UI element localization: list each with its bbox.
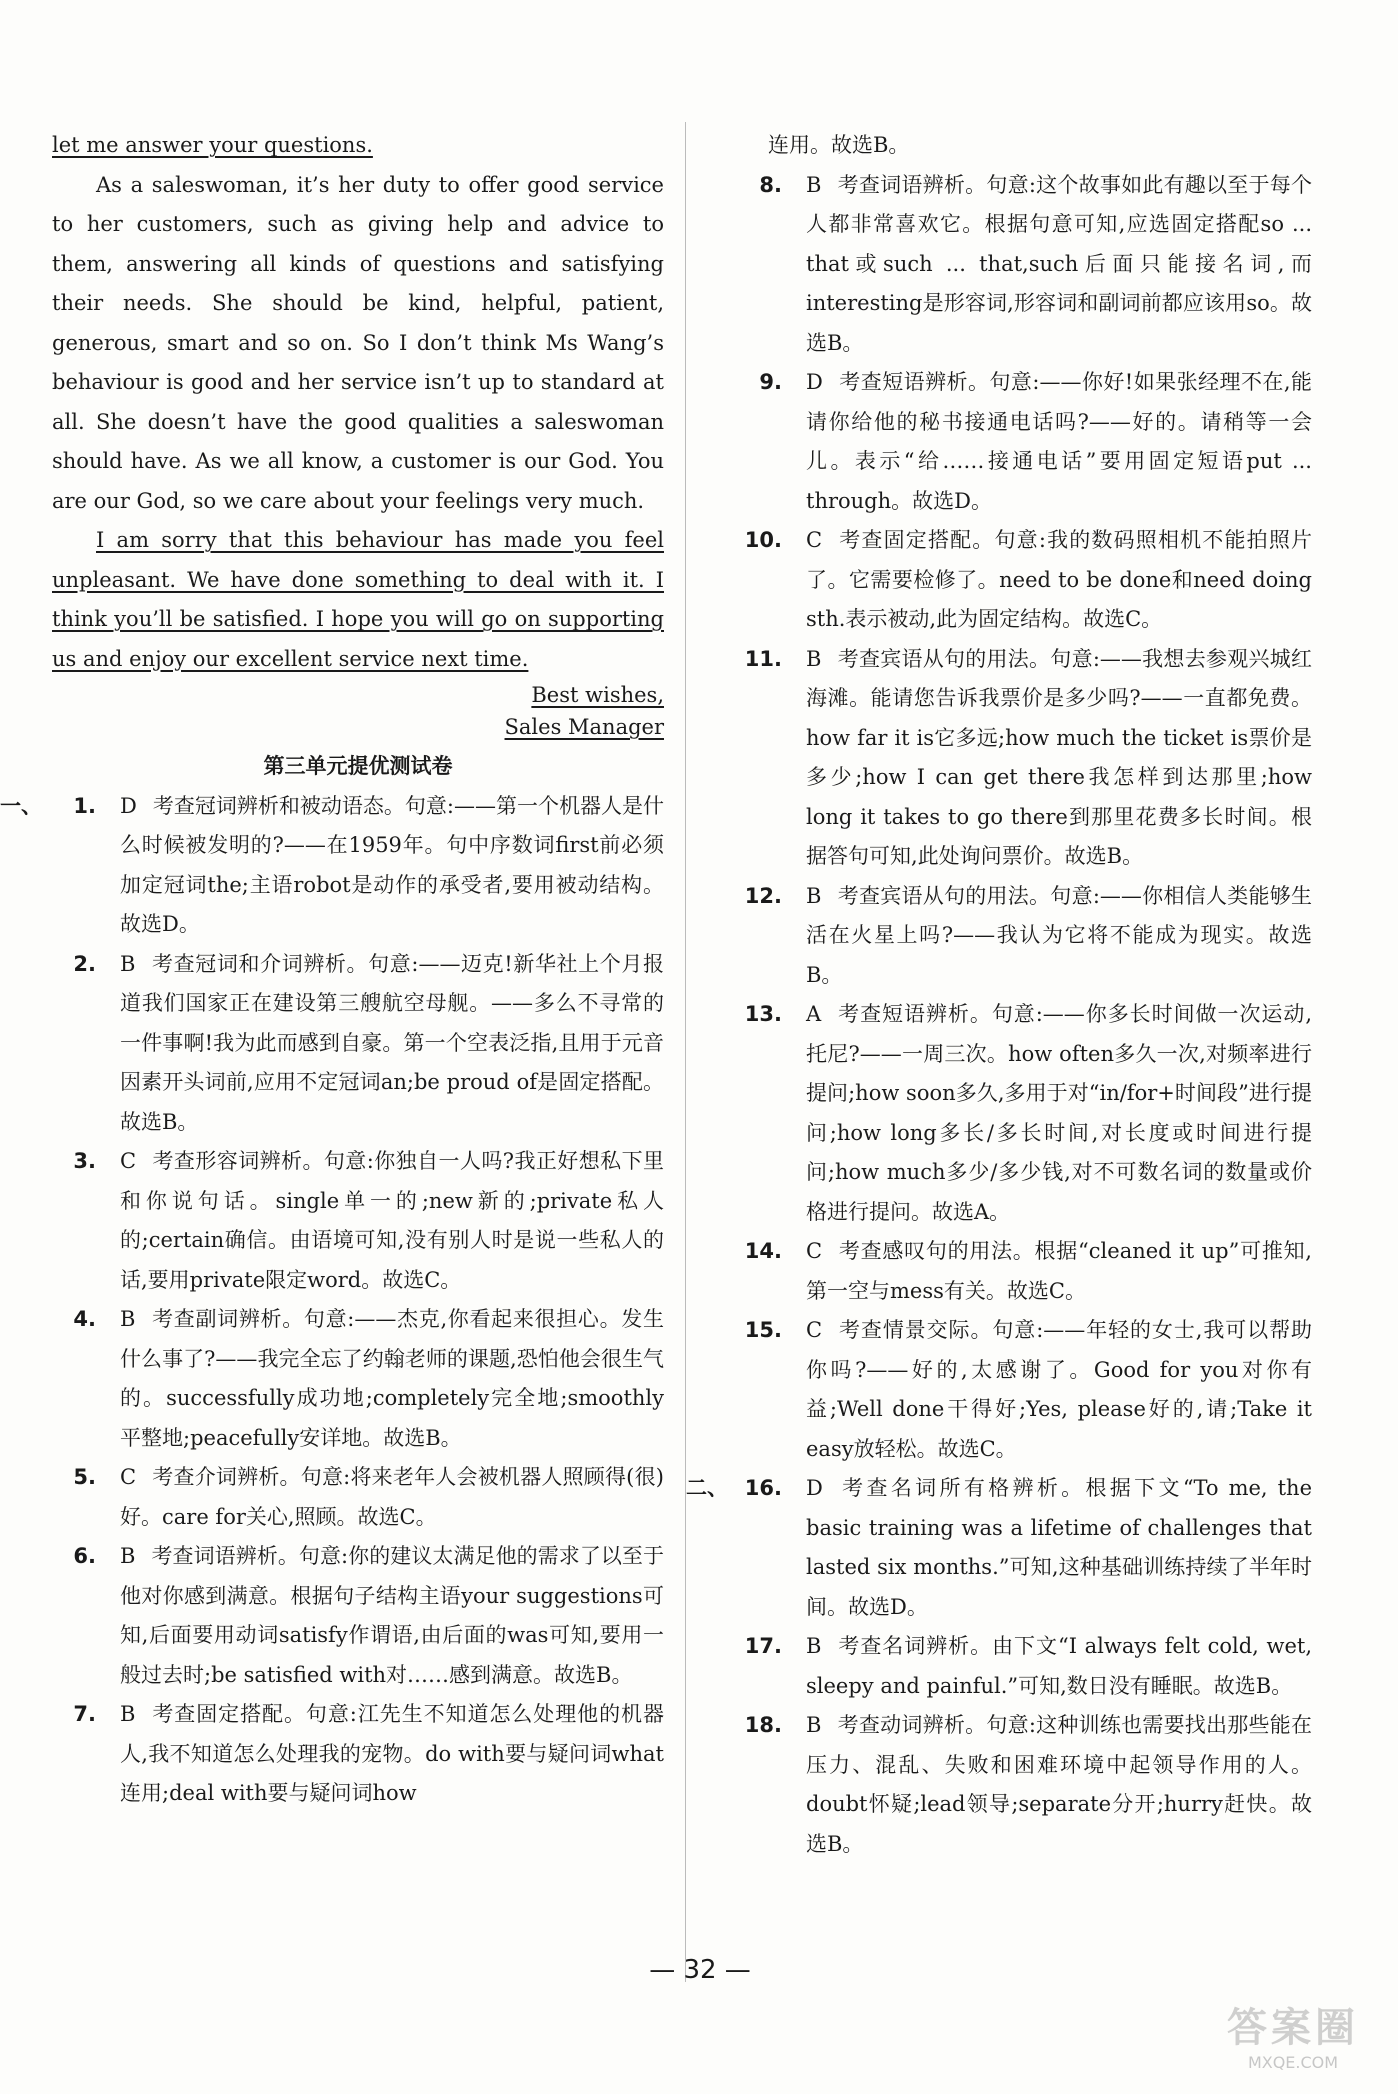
answer-list-right [686,166,1312,1865]
item-number: 7. [73,1702,96,1726]
letter-para1: As a saleswoman, it’s her duty to offer good service to her customers, such as giving help and advice to them, answering all kinds of questions and satisfying their needs. She should be kind, helpful, patient, generous, smart and so on. So I don’t think Ms Wang’s behaviour is good and her service isn’t up to standard at all. She doesn’t have the good qualities a saleswoman should have. As we all know, a customer is our God. You are our God, so we care about your feelings very much. [52,172,664,513]
answer-item [52,945,664,1143]
item-number: 8. [759,172,782,197]
item-answer: B [806,1713,822,1737]
right-column [686,126,1312,1864]
item-number: 12. [744,883,782,908]
answer-item [686,1469,1312,1627]
item-number: 1. [73,793,96,818]
section-marker: 一、 [0,793,42,818]
column-divider [685,122,686,1982]
answer-item [52,1458,664,1537]
item-explanation: 考查感叹句的用法。根据“cleaned it up”可推知,第一空与mess有关。故选C。 [806,1239,1312,1303]
item-number: 10. [744,528,782,552]
item-explanation: 考查词语辨析。句意:这个故事如此有趣以至于每个人都非常喜欢它。根据句意可知,应选固定搭配so ... that或such ... that,such后面只能接名词,而interesting是形容词,形容词和副词前都应该用so。故选B。 [806,172,1312,355]
item-number: 11. [744,646,782,671]
item-answer: B [120,1702,136,1726]
item-number: 15. [744,1318,782,1342]
item-number: 2. [73,951,96,976]
item-answer: D [806,1476,823,1500]
item-explanation: 考查词语辨析。句意:你的建议太满足他的需求了以至于他对你感到满意。根据句子结构主语your suggestions可知,后面要用动词satisfy作谓语,由后面的was可知,要用一般过去时;be satisfied with对……感到满意。故选B。 [120,1544,664,1687]
item-answer: D [120,793,137,818]
item-number: 13. [744,1002,782,1026]
item-answer: A [806,1002,822,1026]
item-answer: C [806,528,823,552]
answer-item [0,787,664,945]
answer-item [738,363,1312,521]
item-answer: C [806,1239,823,1263]
letter-closing: Best wishes, [531,683,664,707]
item-answer: D [806,370,823,394]
item-explanation: 考查固定搭配。句意:我的数码照相机不能拍照片了。它需要检修了。need to be done和need doing sth.表示被动,此为固定结构。故选C。 [806,528,1312,631]
answer-item [738,166,1312,364]
item-answer: C [120,1465,137,1489]
answer-item [738,995,1312,1232]
item-number: 9. [759,370,782,394]
left-column [0,126,664,1814]
watermark-url: MXQE.COM [1247,2053,1339,2072]
item-explanation: 考查情景交际。句意:——年轻的女士,我可以帮助你吗?——好的,太感谢了。Good for you对你有益;Well done干得好;Yes, please好的,请;Take it easy放轻松。故选C。 [806,1318,1312,1461]
item-number: 6. [73,1544,96,1568]
continuation-text: 连用。故选B。 [768,133,910,157]
letter-signature: Sales Manager [504,715,664,739]
item-explanation: 考查宾语从句的用法。句意:——你相信人类能够生活在火星上吗?——我认为它将不能成为现实。故选B。 [806,883,1312,987]
test-title: 第三单元提优测试卷 [263,754,453,778]
item-answer: B [806,1634,822,1658]
item-answer: C [120,1149,137,1173]
item-explanation: 考查形容词辨析。句意:你独自一人吗?我正好想私下里和你说句话。single单一的;new新的;private私人的;certain确信。由语境可知,没有别人时是说一些私人的话,要用private限定word。故选C。 [120,1149,664,1292]
letter-para2: I am sorry that this behaviour has made you feel unpleasant. We have done something to deal with it. I think you’ll be satisfied. I hope you will go on supporting us and enjoy our excellent service next time. [52,528,664,671]
item-explanation: 考查冠词辨析和被动语态。句意:——第一个机器人是什么时候被发明的?——在1959年。句中序数词first前必须加定冠词the;主语robot是动作的承受者,要用被动结构。故选D。 [120,793,664,936]
answer-item [738,1627,1312,1706]
item-answer: B [806,883,822,908]
item-answer: B [120,1307,136,1331]
item-number: 17. [744,1634,782,1658]
answer-item [738,1706,1312,1864]
answer-item [738,877,1312,996]
answer-item [52,1300,664,1458]
section-marker: 二、 [686,1476,728,1500]
item-number: 18. [744,1713,782,1737]
item-explanation: 考查宾语从句的用法。句意:——我想去参观兴城红海滩。能请您告诉我票价是多少吗?——一直都免费。how far it is它多远;how much the ticket is票价是多少;how I can get there我怎样到达那里;how long it takes to go there到那里花费多长时间。根据答句可知,此处询问票价。故选B。 [806,646,1312,868]
item-number: 4. [73,1307,96,1331]
item-number: 5. [73,1465,96,1489]
item-answer: B [806,172,822,197]
page-number: — 32 — [649,1955,751,1985]
answer-item [52,1537,664,1695]
answer-list-left [0,787,664,1814]
item-explanation: 考查短语辨析。句意:——你多长时间做一次运动,托尼?——一周三次。how often多久一次,对频率进行提问;how soon多久,多用于对“in/for+时间段”进行提问;how long多长/多长时间,对长度或时间进行提问;how much多少/多少钱,对不可数名词的数量或价格进行提问。故选A。 [806,1002,1312,1224]
item-number: 3. [73,1149,96,1173]
item-answer: B [120,951,136,976]
item-answer: B [806,646,822,671]
answer-item [52,1695,664,1814]
item-explanation: 考查名词所有格辨析。根据下文“To me, the basic training was a lifetime of challenges that lasted six months.”可知,这种基础训练持续了半年时间。故选D。 [806,1476,1312,1619]
item-explanation: 考查固定搭配。句意:江先生不知道怎么处理他的机器人,我不知道怎么处理我的宠物。do with要与疑问词what连用;deal with要与疑问词how [120,1702,664,1805]
answer-item [52,1142,664,1300]
item-number: 16. [744,1476,782,1500]
watermark-text: 答案圈 [1227,2005,1359,2051]
item-explanation: 考查介词辨析。句意:将来老年人会被机器人照顾得(很)好。care for关心,照顾。故选C。 [120,1465,664,1529]
answer-item [738,1232,1312,1311]
item-answer: B [120,1544,136,1568]
item-number: 14. [744,1239,782,1263]
item-explanation: 考查名词辨析。由下文“I always felt cold, wet, sleepy and painful.”可知,数日没有睡眠。故选B。 [806,1634,1312,1698]
item-answer: C [806,1318,823,1342]
item-explanation: 考查冠词和介词辨析。句意:——迈克!新华社上个月报道我们国家正在建设第三艘航空母舰。——多么不寻常的一件事啊!我为此而感到自豪。第一个空表泛指,且用于元音因素开头词前,应用不定冠词an;be proud of是固定搭配。故选B。 [120,951,664,1134]
item-explanation: 考查动词辨析。句意:这种训练也需要找出那些能在压力、混乱、失败和困难环境中起领导作用的人。doubt怀疑;lead领导;separate分开;hurry赶快。故选B。 [806,1713,1312,1856]
answer-item [738,521,1312,640]
answer-item [738,640,1312,877]
answer-item [738,1311,1312,1469]
item-explanation: 考查副词辨析。句意:——杰克,你看起来很担心。发生什么事了?——我完全忘了约翰老师的课题,恐怕他会很生气的。successfully成功地;completely完全地;smoothly平整地;peacefully安详地。故选B。 [120,1307,664,1450]
item-explanation: 考查短语辨析。句意:——你好!如果张经理不在,能请你给他的秘书接通电话吗?——好的。请稍等一会儿。表示“给……接通电话”要用固定短语put ... through。故选D。 [806,370,1312,513]
letter-line1: let me answer your questions. [52,133,373,157]
watermark-logo [1218,1996,1368,2076]
